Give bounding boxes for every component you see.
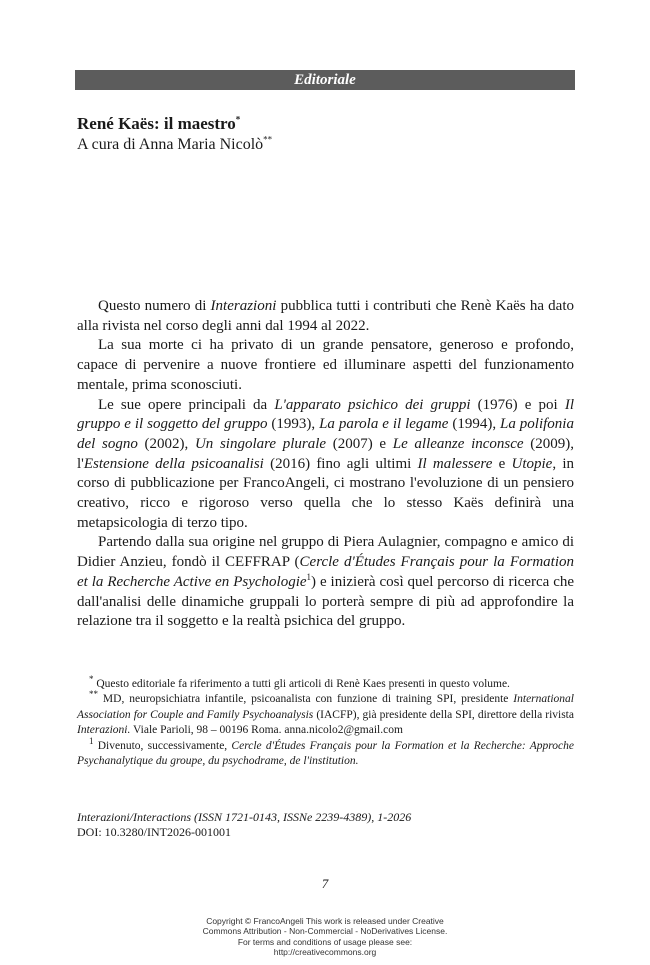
- license-notice: Copyright © FrancoAngeli This work is released under Creative Commons Attribution - Non-Commercial - NoDerivatives License. For terms and conditions of usage please see: http://creativecommons.org: [0, 916, 650, 958]
- paragraph-3: Le sue opere principali da L'apparato psichico dei gruppi (1976) e poi Il gruppo e il soggetto del gruppo (1993), La parola e il legame (1994), La polifonia del sogno (2002), Un singolare plurale (2007) e Le alleanze inconsce (2009), l'Estensione della psicoanalisi (2016) fino agli ultimi Il malessere e Utopie, in corso di pubblicazione per FrancoAngeli, ci mostrano l'evoluzione di un pensiero creativo, ricco e rigoroso verso quella che lo stesso Kaës definirà una metapsicologia di terzo tipo.: [77, 396, 575, 531]
- page-number: 7: [321, 876, 329, 891]
- article-author: A cura di Anna Maria Nicolò**: [77, 134, 273, 153]
- title-footnote-mark: *: [235, 114, 241, 125]
- article-body: [77, 297, 574, 632]
- doi: DOI: 10.3280/INT2026-001001: [77, 825, 231, 840]
- journal-info: [77, 810, 411, 841]
- paragraph-4: Partendo dalla sua origine nel gruppo di Piera Aulagnier, compagno e amico di Didier Anzieu, fondò il CEFFRAP (Cercle d'Études Français pour la Formation et la Recherche Active en Psychologie$^1$) e inizierà così quel percorso di ricerca che dall'analisi delle dinamiche gruppali lo porterà sempre di più ad approfondire la relazione tra il soggetto e la realtà psichica del gruppo.: [77, 534, 575, 630]
- author-footnote-mark: **: [263, 134, 273, 145]
- footnote-star: * Questo editoriale fa riferimento a tutti gli articoli di Renè Kaes presenti in questo volume.: [89, 674, 510, 690]
- paragraph-2: La sua morte ci ha privato di un grande pensatore, generoso e profondo, capace di pervenire a nuove frontiere ed illuminare aspetti del funzionamento mentale, prima sconosciuti.: [77, 337, 574, 393]
- footnote-1-ref: 1: [306, 571, 312, 582]
- license-link[interactable]: http://creativecommons.org: [273, 947, 377, 958]
- footnotes: [77, 674, 574, 769]
- paragraph-1: Questo numero di Interazioni pubblica tutti i contributi che Renè Kaës ha dato alla rivista nel corso degli anni dal 1994 al 2022.: [77, 298, 574, 334]
- article-title: René Kaës: il maestro*: [77, 114, 241, 133]
- section-banner: Editoriale: [75, 70, 575, 90]
- footnote-1: $^1$ Divenuto, successivamente, Cercle d'Études Français pour la Formation et la Recherche: Approche Psychanalytique du groupe, du psychodrame, de l'institution.: [77, 735, 574, 768]
- footnote-double-star: ** MD, neuropsichiatra infantile, psicoanalista con funzione di training SPI, presidente International Association for Couple and Family Psychoanalysis (IACFP), già presidente della SPI, direttore della rivista Interazioni. Viale Parioli, 98 – 00196 Roma. anna.nicolo2@gmail.com: [77, 689, 574, 737]
- journal-citation: Interazioni/Interactions (ISSN 1721-0143, ISSNe 2239-4389), 1-2026: [77, 810, 412, 824]
